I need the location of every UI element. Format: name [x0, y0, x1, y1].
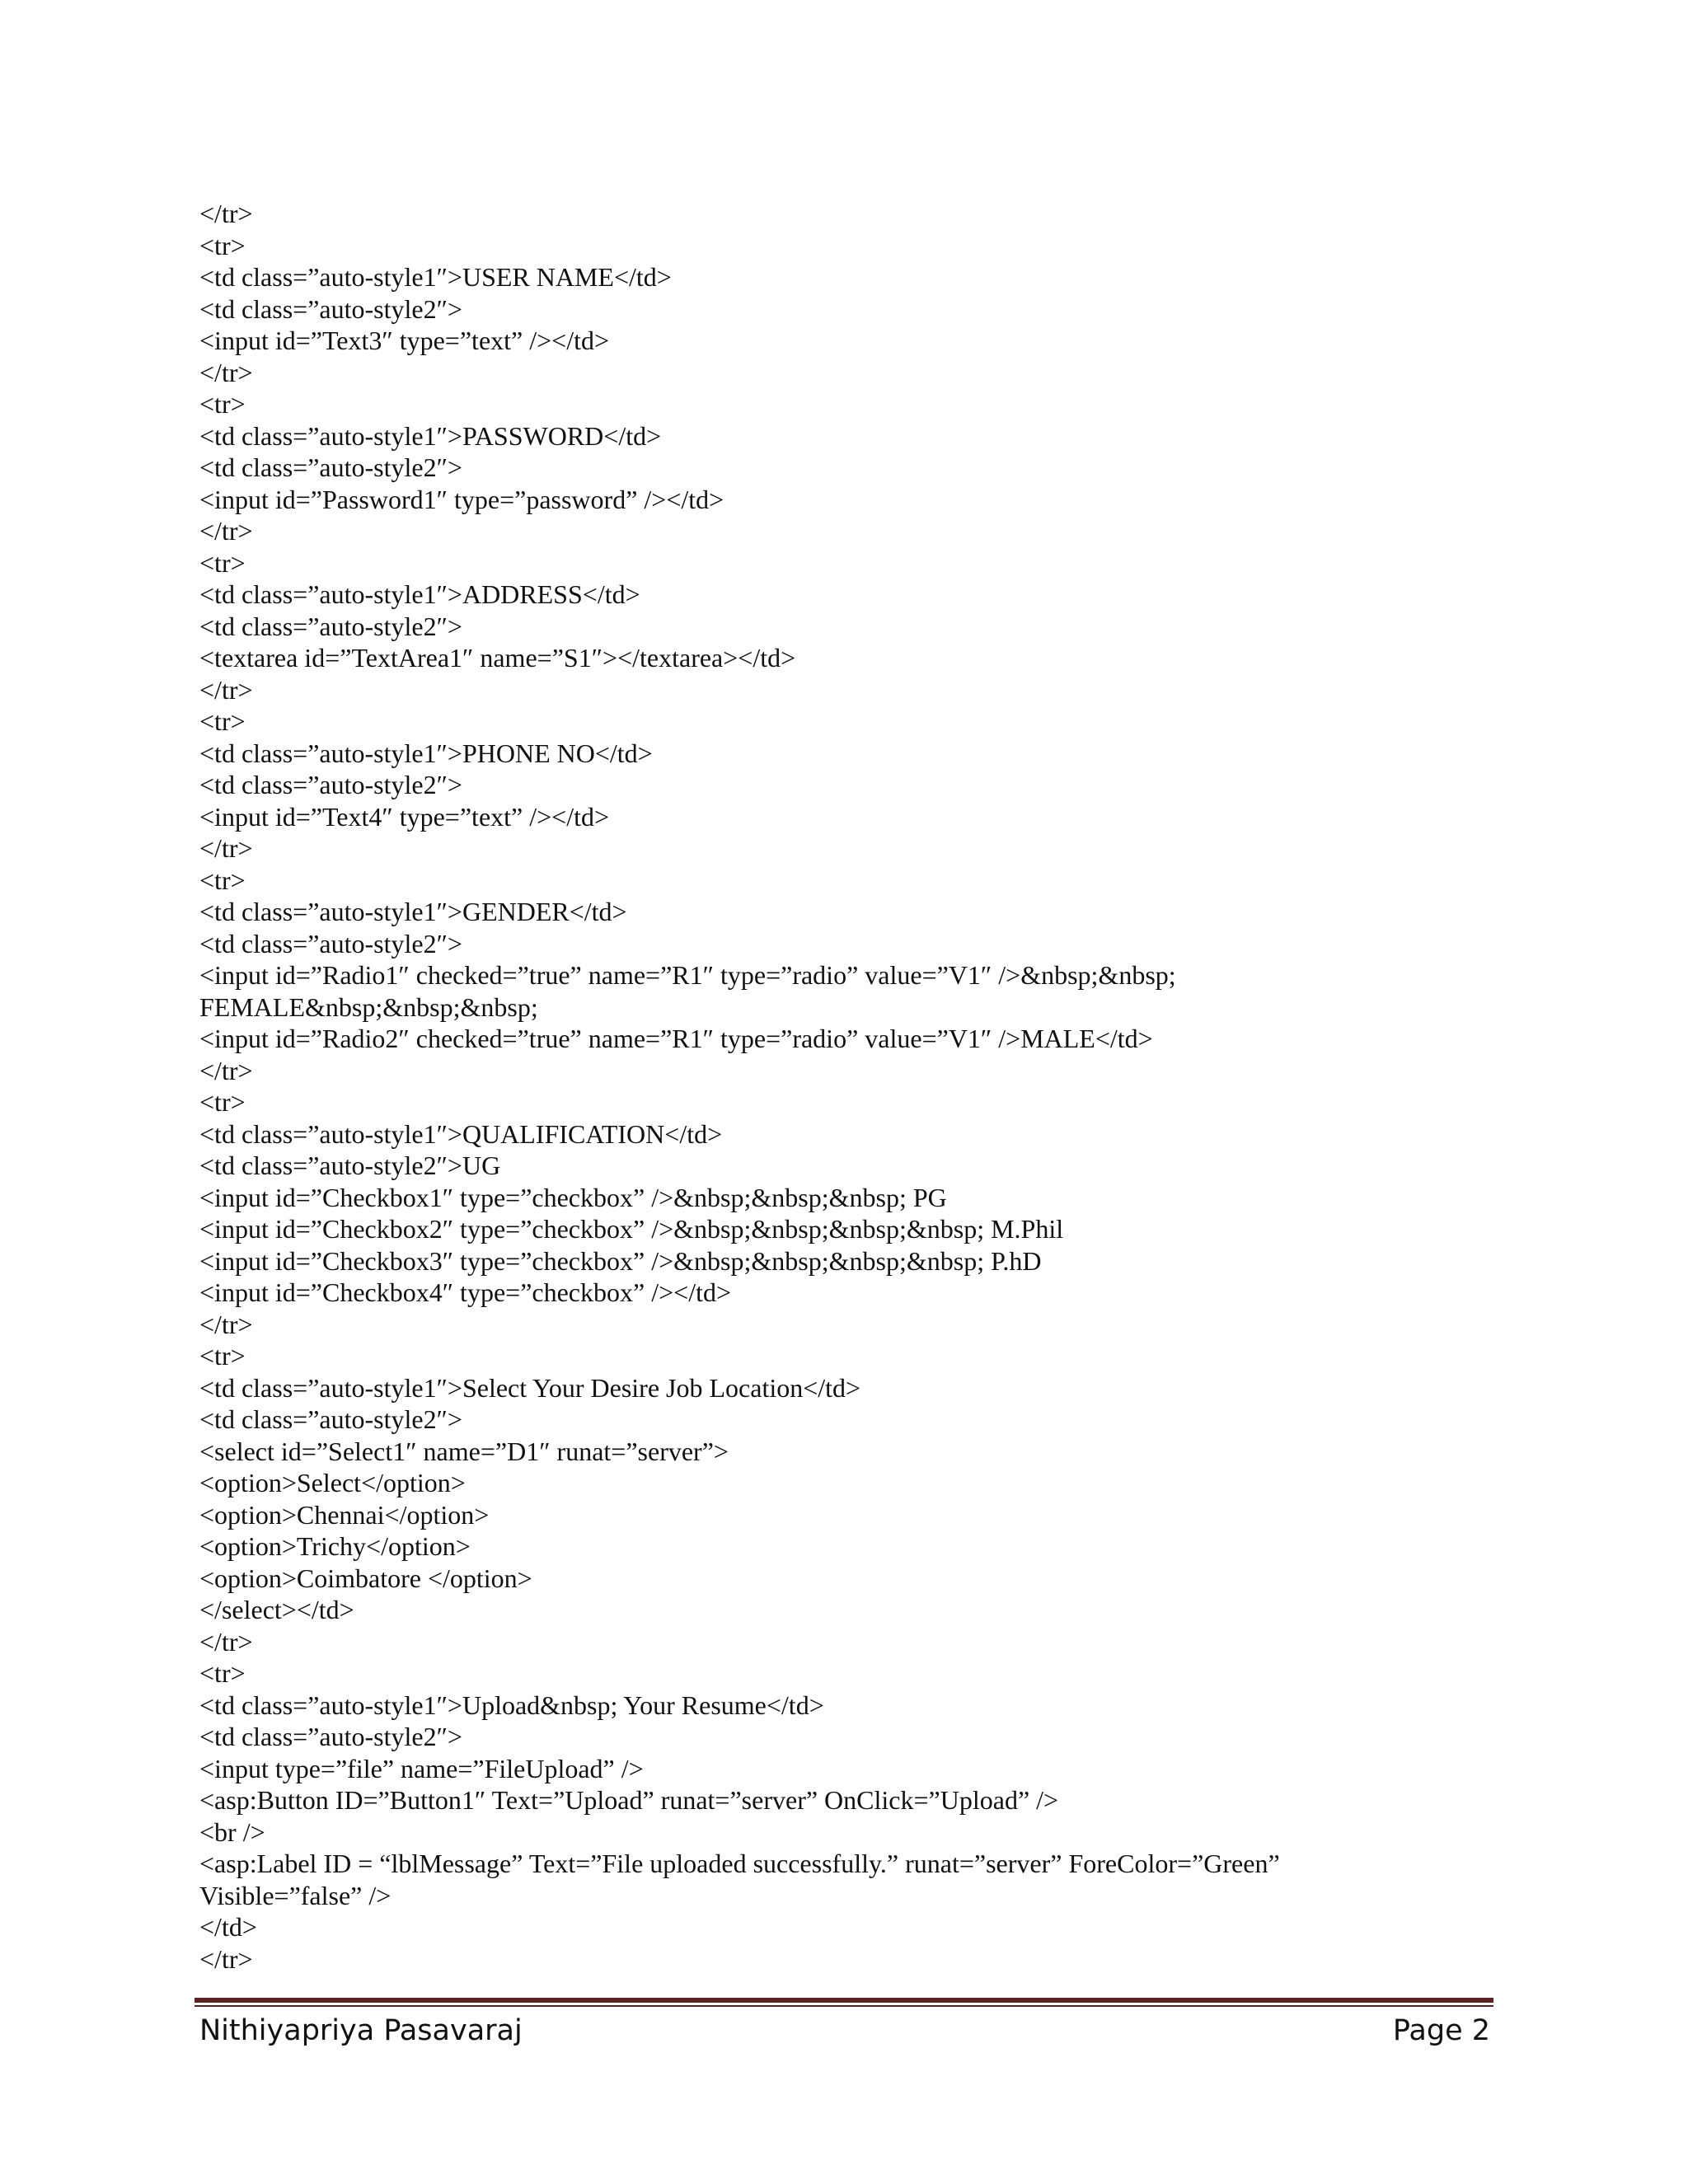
- code-line: <tr>: [199, 1341, 246, 1371]
- code-line: <input id=”Text3″ type=”text” /></td>: [199, 326, 610, 355]
- code-line: <td class=”auto-style2″>: [199, 452, 462, 482]
- code-line: </tr>: [199, 674, 253, 705]
- code-line: <td class=”auto-style1″>PHONE NO</td>: [199, 738, 653, 768]
- code-line: <td class=”auto-style1″>ADDRESS</td>: [199, 579, 640, 609]
- code-line: <tr>: [199, 1087, 246, 1117]
- code-line: <input id=”Password1″ type=”password” /></td>: [199, 484, 724, 514]
- code-line: <input id=”Checkbox2″ type=”checkbox” />&nbsp;&nbsp;&nbsp;&nbsp; M.Phil: [199, 1214, 1064, 1244]
- code-line: </tr>: [199, 1055, 253, 1085]
- code-line: </select></td>: [199, 1595, 354, 1624]
- code-line: <td class=”auto-style2″>: [199, 770, 462, 799]
- code-line: <tr>: [199, 865, 246, 895]
- footer-divider: [195, 1998, 1493, 2003]
- code-line: <tr>: [199, 389, 246, 419]
- code-line: <br />: [199, 1816, 265, 1847]
- code-line: <input id=”Radio2″ checked=”true” name=”R1″ type=”radio” value=”V1″ />MALE</td>: [199, 1024, 1153, 1053]
- footer-page-number: Page 2: [1392, 2014, 1490, 2047]
- code-line: </tr>: [199, 833, 253, 863]
- code-line: </tr>: [199, 1626, 253, 1657]
- code-line: <td class=”auto-style2″>: [199, 293, 462, 324]
- code-line: <td class=”auto-style1″>GENDER</td>: [199, 897, 627, 926]
- code-line: <input id=”Checkbox1″ type=”checkbox” />&nbsp;&nbsp;&nbsp; PG: [199, 1182, 947, 1212]
- code-listing: [199, 198, 1518, 1975]
- code-line: <tr>: [199, 547, 246, 578]
- code-line: </tr>: [199, 516, 253, 546]
- code-line: <option>Select</option>: [199, 1468, 466, 1497]
- code-line: FEMALE&nbsp;&nbsp;&nbsp;: [199, 991, 538, 1022]
- code-line: <select id=”Select1″ name=”D1″ runat=”server”>: [199, 1436, 729, 1466]
- code-line: <input id=”Text4″ type=”text” /></td>: [199, 801, 610, 832]
- code-line: </tr>: [199, 357, 253, 387]
- code-line: <option>Chennai</option>: [199, 1499, 490, 1530]
- code-line: <td class=”auto-style1″>USER NAME</td>: [199, 262, 672, 292]
- code-line: <td class=”auto-style1″>Select Your Desire Job Location</td>: [199, 1372, 861, 1403]
- code-line: </tr>: [199, 199, 253, 228]
- code-line: <input id=”Checkbox3″ type=”checkbox” />&nbsp;&nbsp;&nbsp;&nbsp; P.hD: [199, 1245, 1042, 1276]
- code-line: </tr>: [199, 1309, 253, 1339]
- code-line: Visible=”false” />: [199, 1880, 392, 1910]
- code-line: <td class=”auto-style1″>QUALIFICATION</td>: [199, 1118, 723, 1149]
- code-line: <td class=”auto-style2″>: [199, 928, 462, 958]
- code-line: </tr>: [199, 1943, 253, 1974]
- code-line: <td class=”auto-style2″>: [199, 1404, 462, 1434]
- code-line: <td class=”auto-style1″>PASSWORD</td>: [199, 420, 662, 451]
- code-line: <td class=”auto-style2″>: [199, 611, 462, 641]
- code-line: <option>Trichy</option>: [199, 1531, 471, 1561]
- code-line: <asp:Button ID=”Button1″ Text=”Upload” runat=”server” OnClick=”Upload” />: [199, 1785, 1059, 1815]
- code-line: <td class=”auto-style1″>Upload&nbsp; Your Resume</td>: [199, 1690, 824, 1720]
- footer-author: Nithiyapriya Pasavaraj: [199, 2014, 523, 2047]
- code-line: <tr>: [199, 1658, 246, 1688]
- code-line: <input id=”Radio1″ checked=”true” name=”R1″ type=”radio” value=”V1″ />&nbsp;&nbsp;: [199, 960, 1176, 990]
- code-line: <textarea id=”TextArea1″ name=”S1″></textarea></td>: [199, 643, 796, 673]
- code-line: <asp:Label ID = “lblMessage” Text=”File uploaded successfully.” runat=”server” ForeColor=”Green”: [199, 1849, 1280, 1878]
- code-line: <input id=”Checkbox4″ type=”checkbox” /></td>: [199, 1277, 732, 1307]
- code-line: </td>: [199, 1912, 257, 1942]
- code-line: <td class=”auto-style2″>UG: [199, 1151, 501, 1180]
- code-line: <td class=”auto-style2″>: [199, 1722, 462, 1751]
- code-line: <option>Coimbatore </option>: [199, 1563, 532, 1593]
- footer-divider-thin: [195, 2005, 1493, 2007]
- code-line: <tr>: [199, 230, 246, 260]
- code-line: <tr>: [199, 706, 246, 736]
- code-line: <input type=”file” name=”FileUpload” />: [199, 1753, 644, 1783]
